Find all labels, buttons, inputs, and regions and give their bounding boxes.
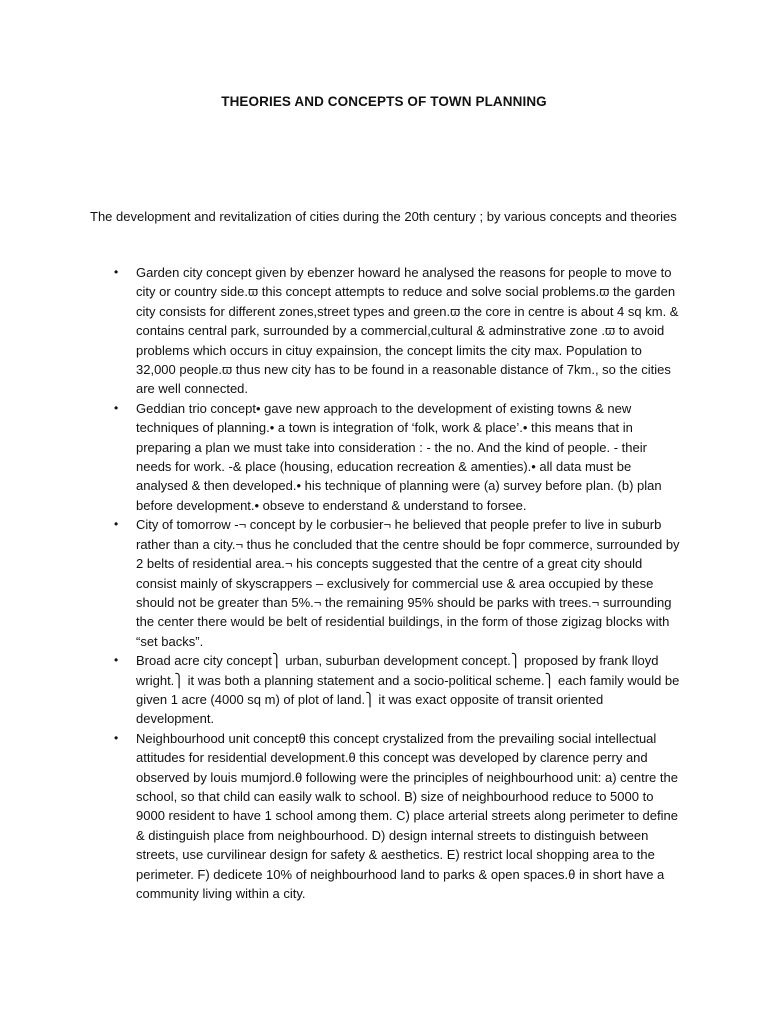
list-item-neighbourhood-unit — [114, 729, 684, 904]
concept-list — [114, 263, 684, 903]
list-item-text: Neighbourhood unit conceptθ this concept crystalized from the prevailing social intellectual attitudes for residential development.θ this concept was developed by clarence perry and observed by louis mumjord.θ following were the principles of neighbourhood unit: a) centre the school, so that child can easily walk to school. B) size of neighbourhood reduce to 5000 to 9000 resident to have 1 school among them. C) place arterial streets along perimeter to define & distinguish place from neighbourhood. D) design internal streets to distinguish between streets, use curvilinear design for safety & aesthetics. E) restrict local shopping area to the perimeter. F) dedicete 10% of neighbourhood land to parks & open spaces.θ in short have a community living within a city. — [136, 730, 678, 901]
bullet-icon: • — [114, 730, 119, 745]
bullet-icon: • — [114, 400, 119, 415]
list-item-text: Broad acre city concept⎫ urban, suburban development concept.⎫ proposed by frank lloyd wright.⎫ it was both a planning statement and a socio-political scheme.⎫ each family would be given 1 acre (4000 sq m) of plot of land.⎫ it was exact opposite of transit oriented development. — [136, 653, 680, 727]
list-item-city-of-tomorrow — [114, 515, 684, 651]
bullet-icon: • — [114, 653, 119, 668]
list-item-geddian-trio — [114, 399, 684, 515]
document-title: THEORIES AND CONCEPTS OF TOWN PLANNING — [221, 94, 547, 109]
intro-paragraph: The development and revitalization of cities during the 20th century ; by various concepts and theories — [90, 209, 677, 224]
bullet-icon: • — [114, 517, 119, 532]
list-item-broad-acre-city — [114, 651, 684, 729]
list-item-text: Geddian trio concept• gave new approach to the development of existing towns & new techniques of planning.• a town is integration of ‘folk, work & place’.• this means that in preparing a plan we must take into consideration : - the no. And the kind of people. - their needs for work. -& place (housing, education recreation & amenties).• all data must be analysed & then developed.• his technique of planning were (a) survey before plan. (b) plan before development.• obseve to enderstand & understand to forsee. — [136, 400, 662, 513]
list-item-text: City of tomorrow -¬ concept by le corbusier¬ he believed that people prefer to live in suburb rather than a city.¬ thus he concluded that the centre should be fopr commerce, surrounded by 2 belts of residential area.¬ his concepts suggested that the centre of a great city should consist mainly of skyscrappers – exclusively for commercial use & area occupied by these should not be greater than 5%.¬ the remaining 95% should be parks with trees.¬ surrounding the center there would be belt of residential buildings, in the form of those zigizag blocks with “set backs”. — [136, 517, 680, 649]
bullet-icon: • — [114, 265, 119, 279]
list-item-text: Garden city concept given by ebenzer howard he analysed the reasons for people to move to city or country side.ϖ this concept attempts to reduce and solve social problems.ϖ the garden city consists for different zones,street types and green.ϖ the core in centre is about 4 sq km. & contains central park, surrounded by a commercial,cultural & adminstrative zone .ϖ to avoid problems which occurs in cituy expainsion, the concept limits the city max. Population to 32,000 people.ϖ thus new city has to be found in a reasonable distance of 7km., so the cities are well connected. — [136, 265, 679, 397]
list-item-garden-city — [114, 263, 684, 399]
